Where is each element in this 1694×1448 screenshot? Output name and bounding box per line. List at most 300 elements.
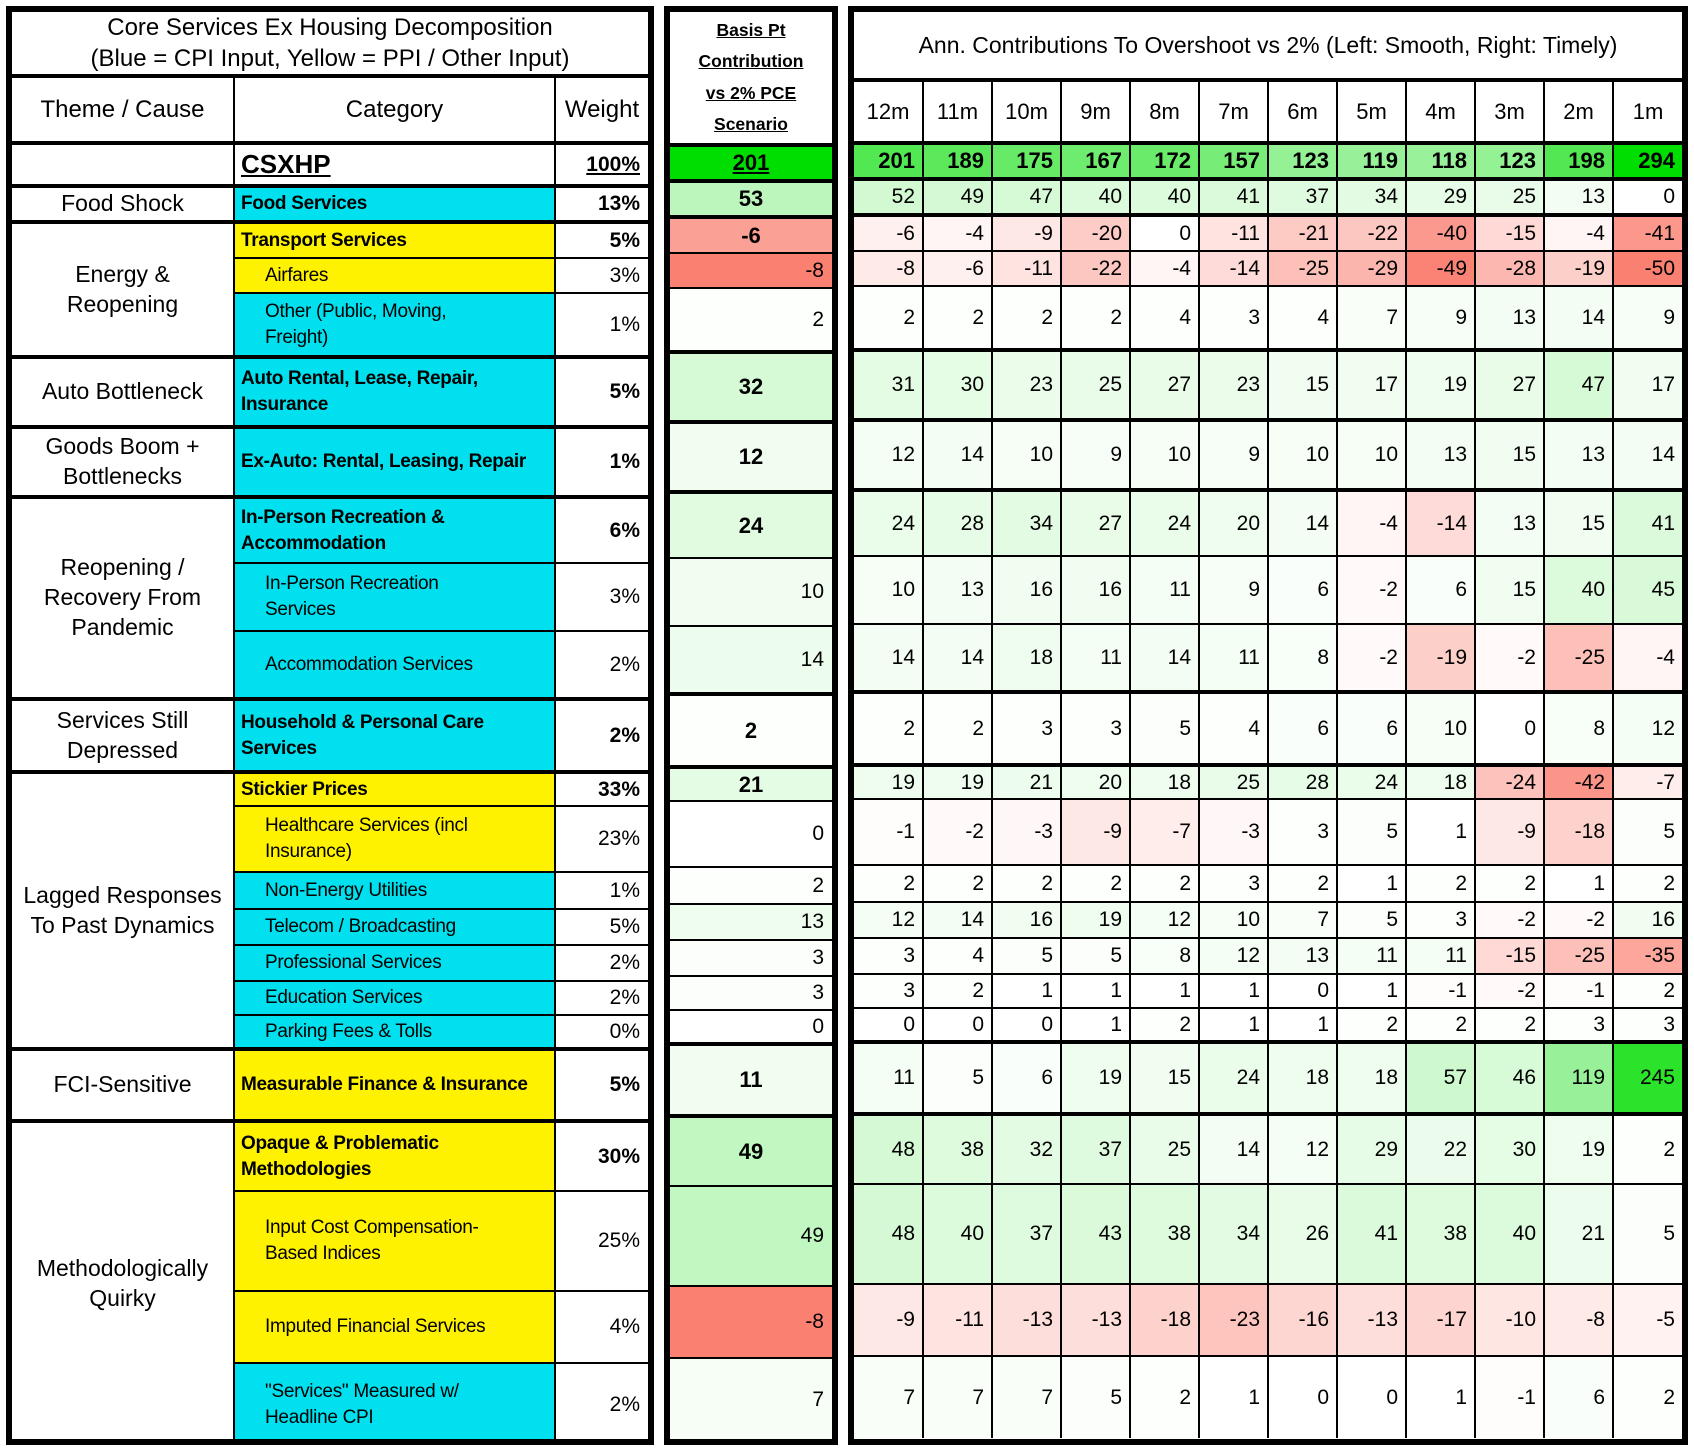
monthly-value-cell: 1: [1199, 974, 1268, 1008]
monthly-value-cell: 27: [1475, 350, 1544, 420]
month-header-cell: 11m: [923, 82, 992, 143]
monthly-value-cell: 12: [1613, 692, 1682, 765]
monthly-value-cell: 8: [1544, 692, 1613, 765]
basis-cell: 11: [670, 1044, 832, 1116]
category-cell: Stickier Prices: [234, 772, 555, 806]
monthly-value-cell: 1: [1061, 974, 1130, 1008]
monthly-value-cell: 2: [923, 865, 992, 902]
monthly-value-cell: 18: [992, 624, 1061, 692]
monthly-value-cell: -4: [1544, 215, 1613, 251]
monthly-value-cell: 40: [923, 1184, 992, 1284]
monthly-value-cell: 46: [1475, 1042, 1544, 1114]
monthly-value-cell: 3: [1268, 799, 1337, 865]
category-cell: Measurable Finance & Insurance: [234, 1049, 555, 1121]
monthly-value-cell: 21: [1544, 1184, 1613, 1284]
basis-cell: -8: [670, 253, 832, 288]
weight-cell: 25%: [555, 1191, 648, 1291]
monthly-value-cell: 16: [992, 556, 1061, 624]
monthly-value-cell: 0: [1613, 179, 1682, 215]
monthly-value-cell: 123: [1475, 143, 1544, 179]
monthly-value-cell: 3: [1613, 1008, 1682, 1042]
basis-cell: 10: [670, 558, 832, 626]
monthly-value-cell: 43: [1061, 1184, 1130, 1284]
monthly-value-cell: 0: [1475, 692, 1544, 765]
monthly-value-cell: 118: [1406, 143, 1475, 179]
month-header-cell: 1m: [1613, 82, 1682, 143]
monthly-value-cell: -6: [854, 215, 923, 251]
monthly-value-cell: -2: [1337, 624, 1406, 692]
monthly-value-cell: -22: [1337, 215, 1406, 251]
monthly-value-cell: 14: [854, 624, 923, 692]
monthly-value-cell: 37: [1268, 179, 1337, 215]
monthly-value-cell: 1: [992, 974, 1061, 1008]
monthly-value-cell: 0: [854, 1008, 923, 1042]
monthly-value-cell: 28: [923, 490, 992, 556]
monthly-value-cell: 13: [923, 556, 992, 624]
monthly-value-cell: 34: [1199, 1184, 1268, 1284]
theme-cell: Goods Boom + Bottlenecks: [12, 427, 234, 497]
monthly-value-cell: 25: [1130, 1114, 1199, 1184]
weight-cell: 0%: [555, 1015, 648, 1049]
monthly-value-cell: 2: [854, 286, 923, 350]
monthly-value-cell: 9: [1061, 420, 1130, 490]
monthly-value-cell: -18: [1130, 1284, 1199, 1356]
monthly-value-cell: -1: [1544, 974, 1613, 1008]
monthly-value-cell: 0: [1268, 1356, 1337, 1438]
monthly-value-cell: 29: [1406, 179, 1475, 215]
monthly-value-cell: 21: [992, 765, 1061, 799]
basis-cell: 0: [670, 801, 832, 867]
monthly-value-cell: -8: [854, 251, 923, 286]
monthly-value-cell: 5: [1061, 1356, 1130, 1438]
monthly-value-cell: 38: [1406, 1184, 1475, 1284]
left-table: [12, 78, 648, 1445]
monthly-value-cell: 9: [1199, 420, 1268, 490]
monthly-value-cell: 17: [1337, 350, 1406, 420]
monthly-value-cell: -14: [1199, 251, 1268, 286]
monthly-value-cell: 14: [1199, 1114, 1268, 1184]
month-header-cell: 2m: [1544, 82, 1613, 143]
monthly-value-cell: 47: [1544, 350, 1613, 420]
monthly-value-cell: -2: [1475, 624, 1544, 692]
monthly-value-cell: 19: [1544, 1114, 1613, 1184]
weight-cell: 2%: [555, 699, 648, 772]
weight-cell: 100%: [555, 143, 648, 186]
monthly-value-cell: 4: [923, 938, 992, 974]
monthly-value-cell: 24: [1337, 765, 1406, 799]
theme-cell: Food Shock: [12, 186, 234, 222]
monthly-value-cell: 41: [1199, 179, 1268, 215]
monthly-value-cell: 10: [1337, 420, 1406, 490]
category-cell: Telecom / Broadcasting: [234, 909, 555, 945]
monthly-value-cell: 5: [1613, 799, 1682, 865]
monthly-value-cell: 41: [1337, 1184, 1406, 1284]
monthly-value-cell: 38: [1130, 1184, 1199, 1284]
theme-cell: Auto Bottleneck: [12, 357, 234, 427]
monthly-value-cell: -2: [1475, 974, 1544, 1008]
monthly-value-cell: 2: [854, 865, 923, 902]
monthly-value-cell: 14: [923, 420, 992, 490]
monthly-value-cell: 2: [923, 692, 992, 765]
monthly-value-cell: 37: [1061, 1114, 1130, 1184]
monthly-value-cell: -2: [923, 799, 992, 865]
basis-header-line: vs 2% PCE: [705, 82, 797, 103]
category-cell: Non-Energy Utilities: [234, 872, 555, 909]
monthly-value-cell: 4: [1268, 286, 1337, 350]
monthly-value-cell: 40: [1130, 179, 1199, 215]
monthly-value-cell: -21: [1268, 215, 1337, 251]
monthly-value-cell: 16: [992, 902, 1061, 938]
theme-cell: FCI-Sensitive: [12, 1049, 234, 1121]
basis-cell: 49: [670, 1186, 832, 1286]
monthly-value-cell: 7: [854, 1356, 923, 1438]
monthly-value-cell: 27: [1061, 490, 1130, 556]
monthly-value-cell: 6: [1268, 692, 1337, 765]
monthly-value-cell: 23: [992, 350, 1061, 420]
monthly-value-cell: 48: [854, 1184, 923, 1284]
month-header-cell: 8m: [1130, 82, 1199, 143]
monthly-value-cell: 24: [1130, 490, 1199, 556]
basis-cell: 53: [670, 181, 832, 217]
monthly-value-cell: 10: [992, 420, 1061, 490]
category-cell: Food Services: [234, 186, 555, 222]
weight-cell: 4%: [555, 1291, 648, 1363]
monthly-value-cell: 12: [854, 420, 923, 490]
theme-cell: Lagged Responses To Past Dynamics: [12, 772, 234, 1049]
category-cell: Input Cost Compensation-Based Indices: [234, 1191, 555, 1291]
monthly-table-box: [848, 6, 1688, 1445]
weight-cell: 2%: [555, 945, 648, 981]
monthly-value-cell: 28: [1268, 765, 1337, 799]
monthly-value-cell: 9: [1613, 286, 1682, 350]
basis-table: [670, 143, 832, 1440]
basis-cell: 7: [670, 1358, 832, 1440]
monthly-value-cell: -11: [992, 251, 1061, 286]
weight-cell: 2%: [555, 1363, 648, 1445]
monthly-value-cell: 57: [1406, 1042, 1475, 1114]
category-cell: Household & Personal Care Services: [234, 699, 555, 772]
monthly-value-cell: -9: [1061, 799, 1130, 865]
monthly-value-cell: 30: [1475, 1114, 1544, 1184]
monthly-value-cell: 41: [1613, 490, 1682, 556]
monthly-value-cell: 31: [854, 350, 923, 420]
theme-cell: [12, 143, 234, 186]
monthly-value-cell: 5: [1061, 938, 1130, 974]
category-cell: "Services" Measured w/ Headline CPI: [234, 1363, 555, 1445]
monthly-value-cell: 18: [1130, 765, 1199, 799]
monthly-value-cell: 2: [1130, 1356, 1199, 1438]
monthly-value-cell: -1: [1406, 974, 1475, 1008]
monthly-value-cell: 14: [1268, 490, 1337, 556]
monthly-value-cell: 1: [1268, 1008, 1337, 1042]
monthly-value-cell: 2: [992, 286, 1061, 350]
monthly-value-cell: 40: [1544, 556, 1613, 624]
monthly-value-cell: 2: [992, 865, 1061, 902]
monthly-value-cell: -28: [1475, 251, 1544, 286]
monthly-value-cell: -4: [1613, 624, 1682, 692]
title-line-1: Core Services Ex Housing Decomposition: [107, 13, 553, 41]
monthly-value-cell: 9: [1406, 286, 1475, 350]
category-cell: Auto Rental, Lease, Repair, Insurance: [234, 357, 555, 427]
monthly-value-cell: 10: [1130, 420, 1199, 490]
title-line-2: (Blue = CPI Input, Yellow = PPI / Other Input): [90, 45, 570, 72]
monthly-value-cell: -2: [1544, 902, 1613, 938]
monthly-value-cell: -7: [1130, 799, 1199, 865]
category-cell: Healthcare Services (incl Insurance): [234, 806, 555, 872]
monthly-value-cell: -13: [1061, 1284, 1130, 1356]
monthly-value-cell: 16: [1061, 556, 1130, 624]
monthly-value-cell: 40: [1475, 1184, 1544, 1284]
monthly-value-cell: 2: [1337, 1008, 1406, 1042]
weight-cell: 6%: [555, 497, 648, 563]
monthly-value-cell: -23: [1199, 1284, 1268, 1356]
category-cell: Accommodation Services: [234, 631, 555, 699]
monthly-value-cell: 2: [1613, 1114, 1682, 1184]
monthly-value-cell: 2: [923, 974, 992, 1008]
monthly-value-cell: -16: [1268, 1284, 1337, 1356]
monthly-value-cell: 157: [1199, 143, 1268, 179]
category-cell: Education Services: [234, 981, 555, 1015]
monthly-value-cell: 19: [923, 765, 992, 799]
monthly-value-cell: 2: [1475, 865, 1544, 902]
basis-cell: 3: [670, 940, 832, 976]
monthly-value-cell: -1: [1475, 1356, 1544, 1438]
monthly-value-cell: 198: [1544, 143, 1613, 179]
monthly-value-cell: 11: [854, 1042, 923, 1114]
monthly-value-cell: 13: [1544, 179, 1613, 215]
monthly-value-cell: -4: [1337, 490, 1406, 556]
monthly-value-cell: 10: [1199, 902, 1268, 938]
basis-cell: 14: [670, 626, 832, 694]
monthly-value-cell: 0: [1268, 974, 1337, 1008]
monthly-value-cell: 13: [1268, 938, 1337, 974]
month-header-cell: 7m: [1199, 82, 1268, 143]
monthly-value-cell: 7: [923, 1356, 992, 1438]
theme-column-header: Theme / Cause: [12, 78, 234, 143]
monthly-value-cell: 2: [1061, 286, 1130, 350]
monthly-value-cell: -4: [923, 215, 992, 251]
weight-cell: 33%: [555, 772, 648, 806]
weight-cell: 3%: [555, 258, 648, 293]
basis-cell: 12: [670, 422, 832, 492]
monthly-value-cell: 34: [1337, 179, 1406, 215]
basis-column-header: [670, 12, 832, 143]
monthly-value-cell: -11: [923, 1284, 992, 1356]
theme-cell: Services Still Depressed: [12, 699, 234, 772]
monthly-value-cell: 5: [1130, 692, 1199, 765]
monthly-value-cell: 12: [854, 902, 923, 938]
monthly-value-cell: 18: [1406, 765, 1475, 799]
monthly-value-cell: 38: [923, 1114, 992, 1184]
monthly-value-cell: 10: [1268, 420, 1337, 490]
monthly-value-cell: 15: [1130, 1042, 1199, 1114]
basis-cell: 201: [670, 145, 832, 181]
monthly-value-cell: -6: [923, 251, 992, 286]
monthly-value-cell: 3: [854, 938, 923, 974]
monthly-value-cell: 27: [1130, 350, 1199, 420]
monthly-value-cell: 52: [854, 179, 923, 215]
basis-cell: 49: [670, 1116, 832, 1186]
monthly-value-cell: -11: [1199, 215, 1268, 251]
monthly-value-cell: 30: [923, 350, 992, 420]
monthly-value-cell: 45: [1613, 556, 1682, 624]
monthly-value-cell: 1: [1061, 1008, 1130, 1042]
monthly-value-cell: 25: [1199, 765, 1268, 799]
monthly-value-cell: 19: [1406, 350, 1475, 420]
monthly-value-cell: 20: [1199, 490, 1268, 556]
monthly-value-cell: 3: [1544, 1008, 1613, 1042]
monthly-value-cell: 13: [1406, 420, 1475, 490]
basis-cell: 2: [670, 694, 832, 767]
category-cell: In-Person Recreation & Accommodation: [234, 497, 555, 563]
monthly-value-cell: 24: [1199, 1042, 1268, 1114]
monthly-value-cell: 14: [1130, 624, 1199, 692]
monthly-value-cell: 189: [923, 143, 992, 179]
monthly-value-cell: -25: [1268, 251, 1337, 286]
monthly-value-cell: 37: [992, 1184, 1061, 1284]
weight-cell: 5%: [555, 909, 648, 945]
monthly-value-cell: 49: [923, 179, 992, 215]
monthly-value-cell: -8: [1544, 1284, 1613, 1356]
monthly-value-cell: 7: [992, 1356, 1061, 1438]
weight-cell: 23%: [555, 806, 648, 872]
monthly-value-cell: 14: [1613, 420, 1682, 490]
monthly-value-cell: 2: [1130, 865, 1199, 902]
weight-cell: 13%: [555, 186, 648, 222]
monthly-value-cell: -35: [1613, 938, 1682, 974]
monthly-value-cell: 19: [854, 765, 923, 799]
category-cell: Professional Services: [234, 945, 555, 981]
monthly-value-cell: 1: [1544, 865, 1613, 902]
monthly-value-cell: 4: [1199, 692, 1268, 765]
monthly-value-cell: -9: [992, 215, 1061, 251]
basis-header-line: Contribution: [698, 51, 804, 71]
monthly-value-cell: 0: [1130, 215, 1199, 251]
monthly-value-cell: 5: [923, 1042, 992, 1114]
monthly-value-cell: -3: [1199, 799, 1268, 865]
monthly-value-cell: 201: [854, 143, 923, 179]
monthly-value-cell: -29: [1337, 251, 1406, 286]
category-cell: Other (Public, Moving, Freight): [234, 293, 555, 357]
basis-header-line: Basis Pt: [716, 19, 786, 40]
monthly-value-cell: -18: [1544, 799, 1613, 865]
monthly-value-cell: -24: [1475, 765, 1544, 799]
table-title: [12, 12, 648, 78]
monthly-value-cell: 2: [1061, 865, 1130, 902]
monthly-value-cell: -13: [1337, 1284, 1406, 1356]
monthly-value-cell: 167: [1061, 143, 1130, 179]
category-cell: CSXHP: [234, 143, 555, 186]
category-column-header: Category: [234, 78, 555, 143]
basis-cell: 21: [670, 767, 832, 801]
monthly-value-cell: 3: [1199, 865, 1268, 902]
basis-cell: 3: [670, 976, 832, 1010]
monthly-value-cell: -20: [1061, 215, 1130, 251]
month-header-cell: 12m: [854, 82, 923, 143]
monthly-value-cell: -17: [1406, 1284, 1475, 1356]
monthly-value-cell: 175: [992, 143, 1061, 179]
weight-cell: 1%: [555, 872, 648, 909]
monthly-value-cell: 2: [1475, 1008, 1544, 1042]
monthly-value-cell: -3: [992, 799, 1061, 865]
monthly-value-cell: 245: [1613, 1042, 1682, 1114]
monthly-value-cell: 8: [1130, 938, 1199, 974]
monthly-value-cell: -2: [1337, 556, 1406, 624]
monthly-value-cell: 2: [1613, 974, 1682, 1008]
weight-cell: 3%: [555, 563, 648, 631]
weight-column-header: Weight: [555, 78, 648, 143]
monthly-value-cell: 18: [1268, 1042, 1337, 1114]
weight-cell: 2%: [555, 631, 648, 699]
basis-cell: 13: [670, 904, 832, 940]
monthly-value-cell: 11: [1199, 624, 1268, 692]
monthly-value-cell: -42: [1544, 765, 1613, 799]
monthly-value-cell: 11: [1130, 556, 1199, 624]
monthly-value-cell: 48: [854, 1114, 923, 1184]
monthly-value-cell: 3: [1199, 286, 1268, 350]
monthly-value-cell: 1: [1337, 865, 1406, 902]
monthly-value-cell: 119: [1337, 143, 1406, 179]
monthly-value-cell: 14: [1544, 286, 1613, 350]
monthly-value-cell: 1: [1337, 974, 1406, 1008]
monthly-value-cell: 2: [1406, 1008, 1475, 1042]
monthly-value-cell: 22: [1406, 1114, 1475, 1184]
monthly-value-cell: -1: [854, 799, 923, 865]
monthly-value-cell: 14: [923, 624, 992, 692]
monthly-value-cell: -25: [1544, 624, 1613, 692]
monthly-value-cell: 3: [854, 974, 923, 1008]
monthly-value-cell: 0: [992, 1008, 1061, 1042]
basis-column-box: [664, 6, 838, 1445]
month-header-row: [854, 82, 1682, 143]
weight-cell: 1%: [555, 293, 648, 357]
monthly-value-cell: 1: [1199, 1008, 1268, 1042]
monthly-value-cell: 7: [1337, 286, 1406, 350]
monthly-value-cell: 17: [1613, 350, 1682, 420]
monthly-value-cell: 5: [992, 938, 1061, 974]
monthly-value-cell: 0: [923, 1008, 992, 1042]
monthly-value-cell: 6: [1406, 556, 1475, 624]
left-header-row: [12, 78, 648, 143]
monthly-value-cell: 11: [1337, 938, 1406, 974]
monthly-value-cell: -15: [1475, 938, 1544, 974]
monthly-value-cell: 18: [1337, 1042, 1406, 1114]
weight-cell: 2%: [555, 981, 648, 1015]
monthly-value-cell: 12: [1199, 938, 1268, 974]
monthly-value-cell: 9: [1199, 556, 1268, 624]
monthly-value-cell: 5: [1337, 902, 1406, 938]
left-table-box: [6, 6, 654, 1445]
category-cell: In-Person Recreation Services: [234, 563, 555, 631]
weight-cell: 30%: [555, 1121, 648, 1191]
monthly-value-cell: 1: [1406, 799, 1475, 865]
category-cell: Imputed Financial Services: [234, 1291, 555, 1363]
monthly-value-cell: 32: [992, 1114, 1061, 1184]
monthly-value-cell: 5: [1613, 1184, 1682, 1284]
monthly-value-cell: 15: [1475, 420, 1544, 490]
monthly-value-cell: 25: [1475, 179, 1544, 215]
monthly-value-cell: 1: [1406, 1356, 1475, 1438]
weight-cell: 1%: [555, 427, 648, 497]
basis-cell: 32: [670, 352, 832, 422]
monthly-value-cell: -2: [1475, 902, 1544, 938]
monthly-value-cell: 20: [1061, 765, 1130, 799]
month-header-cell: 6m: [1268, 82, 1337, 143]
basis-cell: 2: [670, 288, 832, 352]
monthly-value-cell: 5: [1337, 799, 1406, 865]
monthly-value-cell: 2: [1406, 865, 1475, 902]
monthly-value-cell: 3: [1406, 902, 1475, 938]
